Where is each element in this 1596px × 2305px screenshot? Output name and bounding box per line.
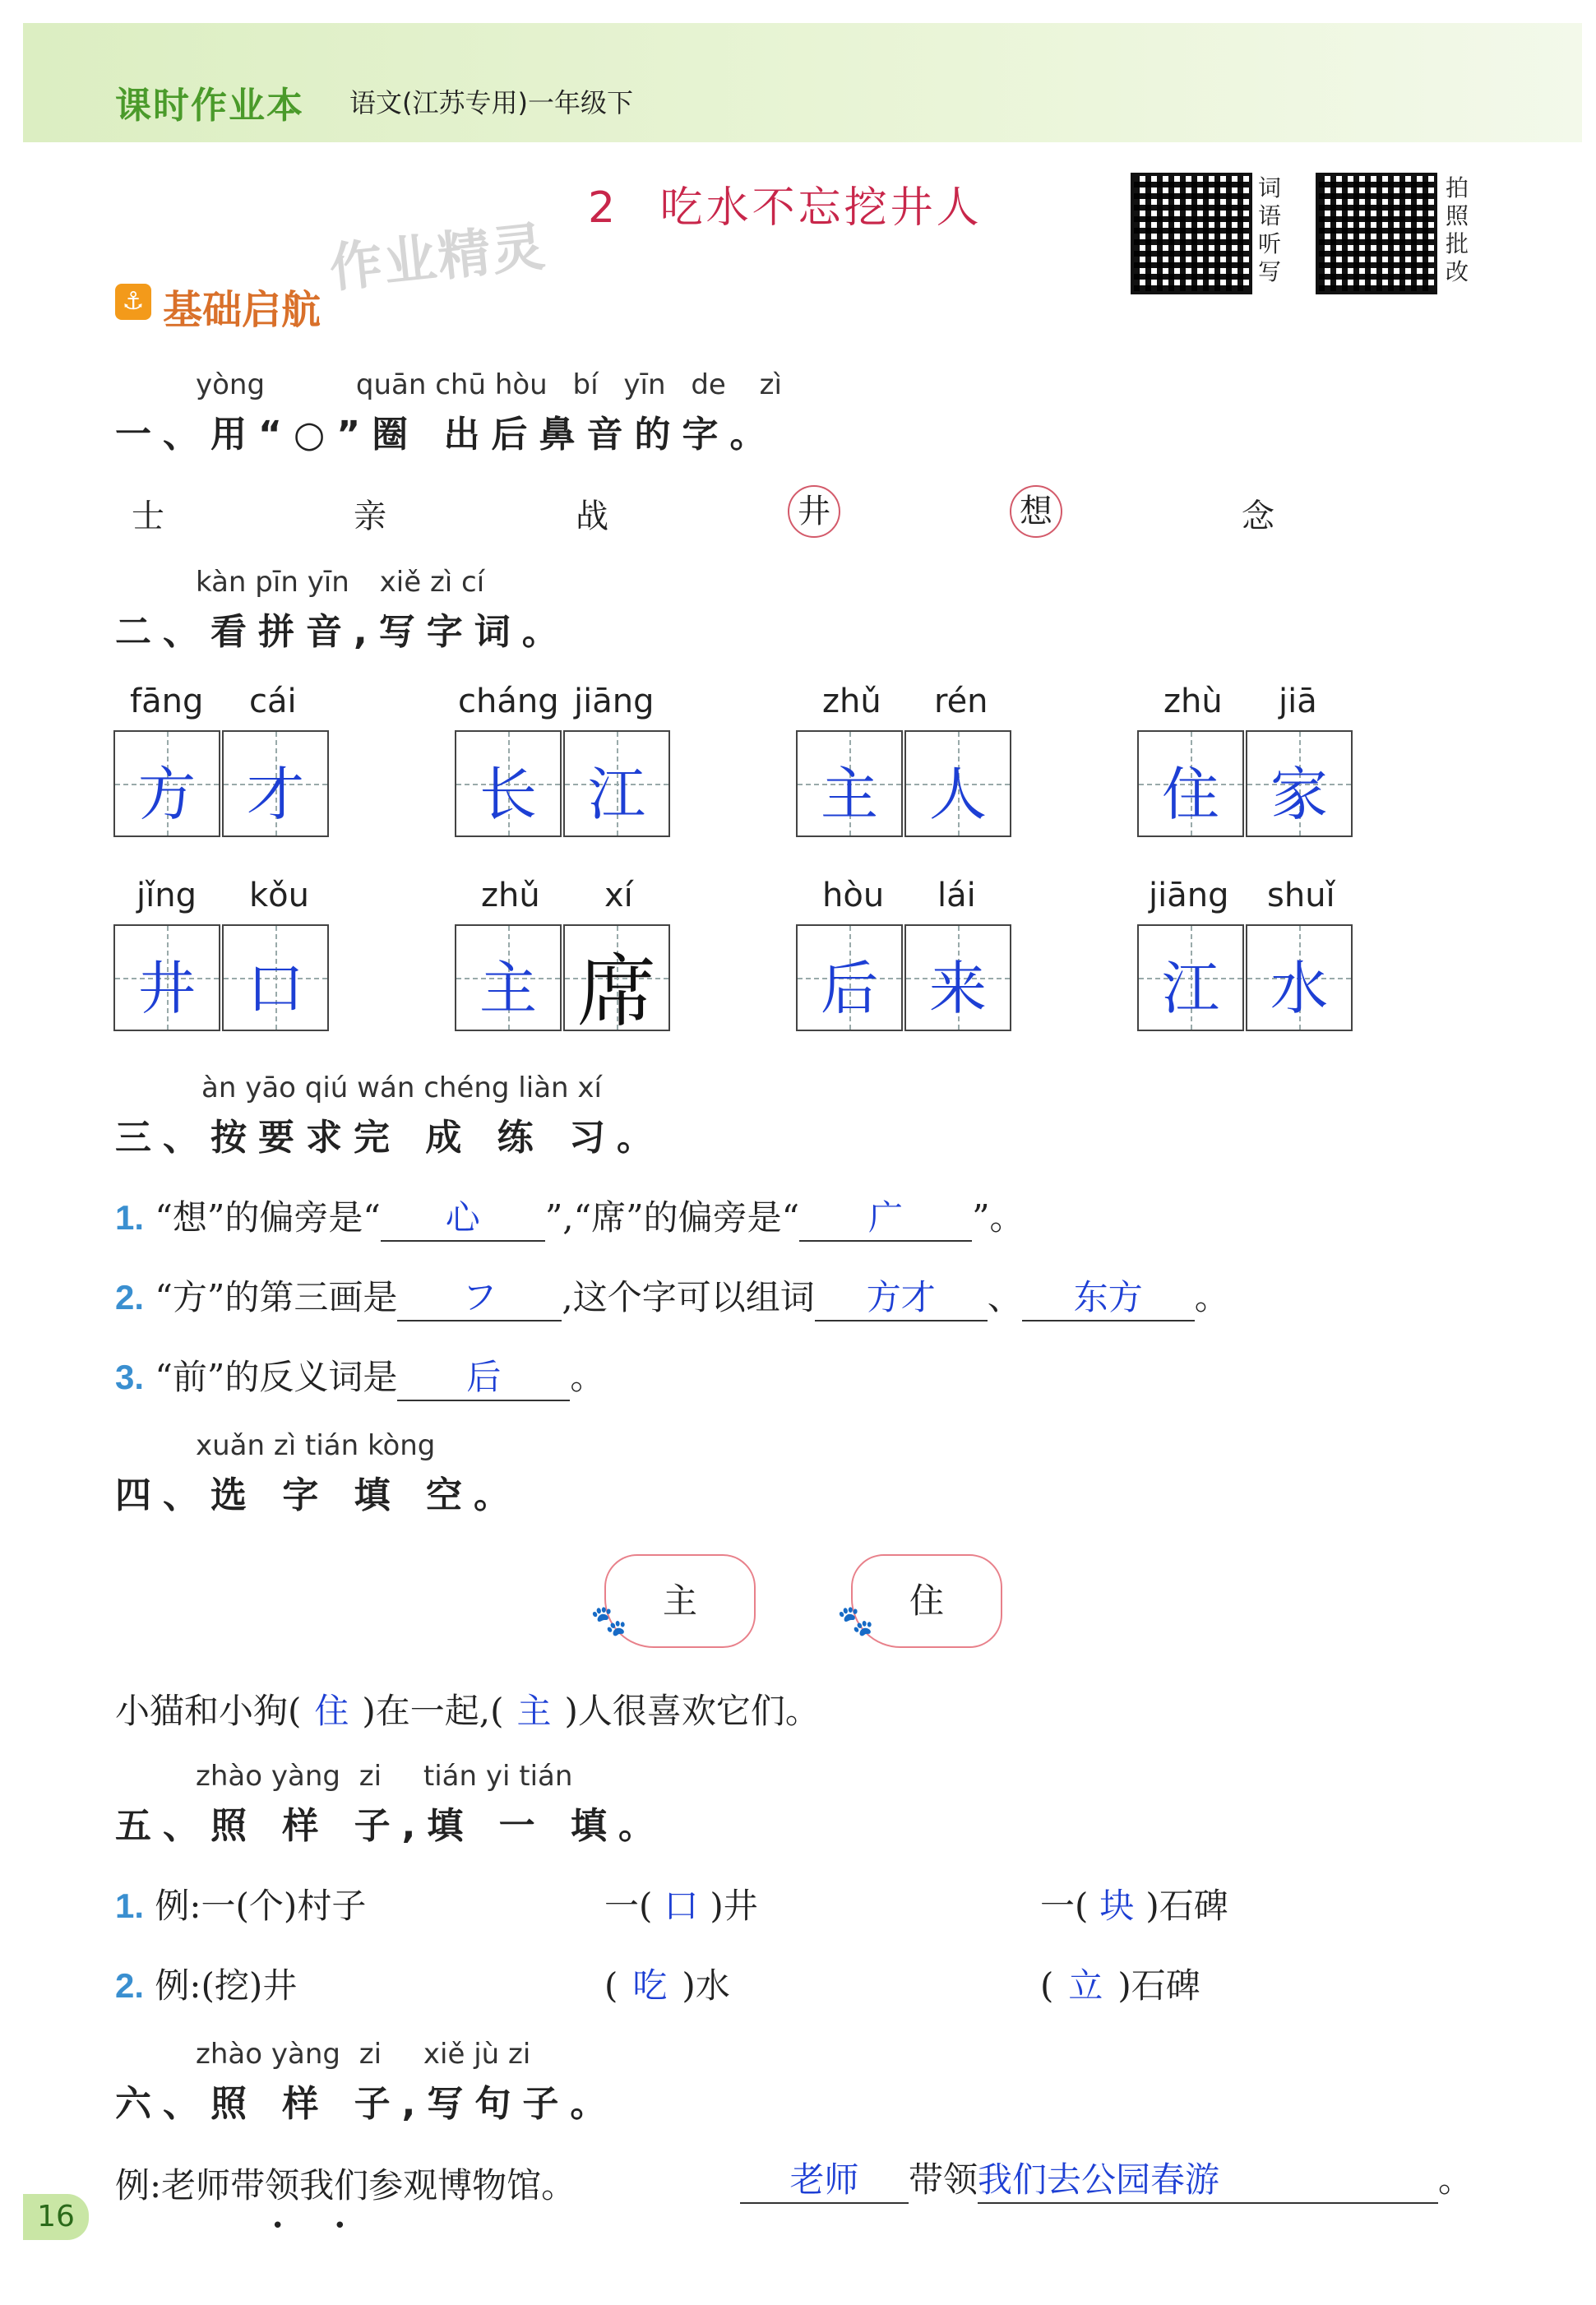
word-card: 住 <box>851 1554 1002 1648</box>
answer-fill[interactable]: 块 <box>1099 1886 1135 1926</box>
answer-fill[interactable]: 主 <box>516 1691 552 1731</box>
qr-label-dictation: 词 语 听 写 <box>1258 174 1282 285</box>
q2-heading: 二、看拼音,写字词。 <box>115 611 570 653</box>
answer-blank[interactable]: 广 <box>799 1191 972 1242</box>
q3-heading: 三、按要求完 成 练 习。 <box>115 1117 664 1159</box>
answer-blank[interactable]: 我们去公园春游 <box>978 2153 1438 2204</box>
lesson-number: 2 <box>588 183 619 233</box>
writing-box[interactable]: 席 <box>563 924 670 1031</box>
writing-box[interactable]: 人 <box>904 730 1011 837</box>
qr-code-grading[interactable] <box>1316 173 1437 294</box>
answer-fill[interactable]: 住 <box>314 1691 349 1731</box>
writing-box[interactable]: 住 <box>1137 730 1244 837</box>
q3-item-2: 2. “方”的第三画是 フ ,这个字可以组词 方才 、 东方 。 <box>115 1271 1229 1321</box>
writing-box[interactable]: 家 <box>1246 730 1353 837</box>
q1-char: 士 <box>132 498 164 535</box>
writing-box[interactable]: 水 <box>1246 924 1353 1031</box>
writing-box[interactable]: 后 <box>796 924 903 1031</box>
q2-pinyin: kàn pīn yīn xiě zì cí <box>196 566 485 599</box>
q5-pinyin: zhào yàng zi tián yi tián <box>196 1760 573 1793</box>
answer-blank[interactable]: 后 <box>397 1350 570 1401</box>
writing-box[interactable]: 来 <box>904 924 1011 1031</box>
q1-pinyin: yòng quān chū hòu bí yīn de zì <box>196 368 782 401</box>
q1-char: 念 <box>1242 498 1274 535</box>
q6-example: 例:老师带领我们参观博物馆。 <box>115 2165 576 2205</box>
watermark: 作业精灵 <box>326 216 549 300</box>
q5-row-2-fill-a: ( 吃 )水 <box>604 1965 730 2006</box>
lesson-name: 吃水不忘挖井人 <box>659 183 983 233</box>
q5-row-1-fill-a: 一( 口 )井 <box>604 1886 758 1926</box>
q1-char-circled[interactable]: 井 <box>788 485 840 538</box>
qr-code-dictation[interactable] <box>1131 173 1252 294</box>
q3-pinyin: àn yāo qiú wán chéng liàn xí <box>201 1072 602 1104</box>
anchor-icon: ⚓ <box>115 284 151 320</box>
q3-item-1: 1. “想”的偏旁是“ 心 ”,“席”的偏旁是“ 广 ”。 <box>115 1191 1025 1242</box>
writing-box[interactable]: 方 <box>113 730 220 837</box>
q4-pinyin: xuǎn zì tián kòng <box>196 1429 436 1462</box>
writing-box[interactable]: 江 <box>1137 924 1244 1031</box>
paw-icon: 🐾 <box>590 1604 627 1638</box>
q3-item-3: 3. “前”的反义词是 后 。 <box>115 1350 604 1401</box>
page-number: 16 <box>23 2194 89 2240</box>
lesson-title <box>588 173 983 234</box>
q6-heading: 六、照 样 子,写句子。 <box>115 2083 618 2125</box>
answer-fill[interactable]: 立 <box>1068 1965 1103 2006</box>
q4-heading: 四、选 字 填 空。 <box>115 1474 521 1516</box>
answer-fill[interactable]: 吃 <box>632 1965 668 2006</box>
q5-heading: 五、照 样 子,填 一 填。 <box>115 1805 666 1847</box>
writing-box[interactable]: 主 <box>455 924 562 1031</box>
answer-blank[interactable]: 东方 <box>1022 1271 1195 1321</box>
q1-char: 战 <box>576 498 608 535</box>
q1-char-row <box>0 485 1596 543</box>
writing-box[interactable]: 江 <box>563 730 670 837</box>
q6-answer: 老师 带领我们去公园春游 。 <box>740 2153 1473 2204</box>
writing-box[interactable]: 才 <box>222 730 329 837</box>
q6-pinyin: zhào yàng zi xiě jù zi <box>196 2038 531 2071</box>
q5-row-1: 1. 例:一(个)村子 <box>115 1886 367 1926</box>
q1-heading: 一、用“○”圈 出后鼻音的字。 <box>115 414 778 456</box>
writing-box[interactable]: 口 <box>222 924 329 1031</box>
qr-label-grading: 拍 照 批 改 <box>1446 174 1469 285</box>
writing-box[interactable]: 长 <box>455 730 562 837</box>
q5-row-2: 2. 例:(挖)井 <box>115 1965 298 2006</box>
word-card: 主 <box>604 1554 756 1648</box>
q5-row-1-fill-b: 一( 块 )石碑 <box>1040 1886 1228 1926</box>
q5-row-2-fill-b: ( 立 )石碑 <box>1040 1965 1200 2006</box>
writing-box[interactable]: 主 <box>796 730 903 837</box>
section-title: 基础启航 <box>163 287 322 333</box>
emphasis-dots: • • <box>271 2214 368 2238</box>
subject-label: 语文(江苏专用)一年级下 <box>349 87 633 118</box>
brand-title: 课时作业本 <box>115 85 304 127</box>
answer-blank[interactable]: 心 <box>381 1191 545 1242</box>
answer-fill[interactable]: 口 <box>664 1886 699 1926</box>
answer-blank[interactable]: 方才 <box>815 1271 988 1321</box>
answer-blank[interactable]: フ <box>397 1271 562 1321</box>
q1-char-circled[interactable]: 想 <box>1010 485 1062 538</box>
q1-char: 亲 <box>354 498 386 535</box>
paw-icon: 🐾 <box>837 1604 874 1638</box>
writing-box[interactable]: 井 <box>113 924 220 1031</box>
answer-blank[interactable]: 老师 <box>740 2153 909 2204</box>
q4-sentence: 小猫和小狗( 住 )在一起,( 主 )人很喜欢它们。 <box>115 1691 820 1731</box>
